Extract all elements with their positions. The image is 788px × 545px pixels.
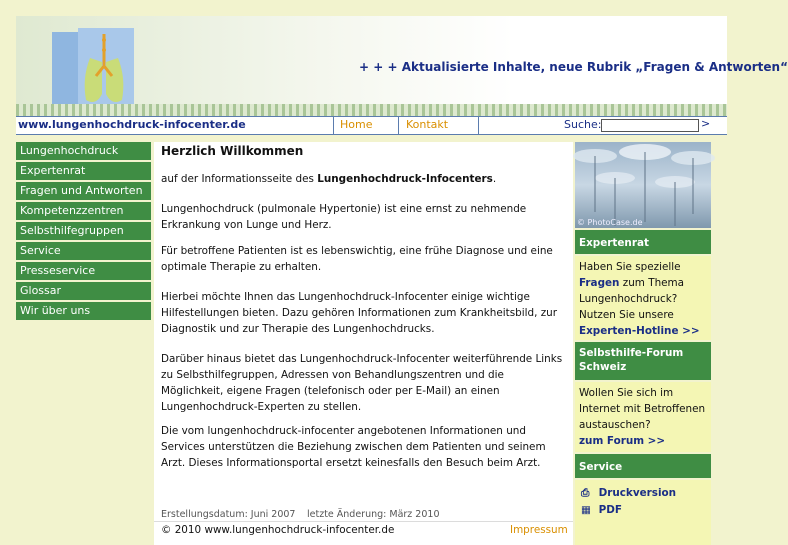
expertenrat-text1: Haben Sie spezielle: [579, 261, 681, 273]
search-submit-arrow[interactable]: >: [701, 117, 711, 130]
lungs-logo: [52, 28, 134, 114]
pdf-label: PDF: [598, 504, 622, 516]
top-navbar: [16, 116, 727, 135]
print-version-link[interactable]: [581, 485, 676, 501]
paragraph-3: Hierbei möchte Ihnen das Lungenhochdruck-Infocenter einige wichtige Hilfestellungen bieten. Dazu gehören Informationen zum Krankheitsbild, zur Diagnostik und zur Therapie des Lungenhochdrucks.: [161, 291, 558, 335]
nav-divider: [478, 117, 479, 134]
sidebar-item-service[interactable]: Service: [16, 242, 151, 260]
header-banner: [16, 16, 788, 116]
modified-date: letzte Änderung: März 2010: [307, 509, 440, 520]
announcement-text: + + + Aktualisierte Inhalte, neue Rubrik „Fragen & Antworten“: [359, 60, 788, 74]
fragen-link[interactable]: Fragen: [579, 277, 620, 289]
intro-bold: Lungenhochdruck-Infocenters: [317, 173, 493, 185]
header-stripe: [16, 104, 727, 116]
sidebar-item-presseservice[interactable]: Presseservice: [16, 262, 151, 280]
nav-divider: [333, 117, 334, 134]
paragraph-2: Für betroffene Patienten ist es lebenswichtig, eine frühe Diagnose und eine optimale Therapie zu erhalten.: [161, 245, 553, 273]
forum-heading[interactable]: [575, 342, 711, 380]
pdf-icon: ▦: [581, 504, 591, 516]
sidebar-item-wir-ueber-uns[interactable]: Wir über uns: [16, 302, 151, 320]
sidebar-item-glossar[interactable]: Glossar: [16, 282, 151, 300]
print-version-label: Druckversion: [598, 487, 677, 499]
umbrella-photo: [575, 142, 711, 228]
forum-heading-label: Selbsthilfe-Forum Schweiz: [579, 347, 684, 373]
created-date: Erstellungsdatum: Juni 2007: [161, 509, 296, 520]
footer-divider: [154, 521, 573, 522]
copyright-text: © 2010 www.lungenhochdruck-infocenter.de: [161, 524, 395, 536]
paragraph-5: Die vom lungenhochdruck-infocenter angebotenen Informationen und Services unterstützen die Beziehung zwischen dem Patienten und seinem Arzt. Dieses Informationsportal ersetzt keinesfalls den Besuch beim Arzt.: [161, 425, 546, 469]
main-content: [154, 142, 573, 545]
impressum-link[interactable]: Impressum: [510, 524, 568, 536]
expertenrat-text: [579, 259, 709, 339]
sidebar-item-expertenrat[interactable]: Expertenrat: [16, 162, 151, 180]
expertenrat-heading[interactable]: [575, 230, 711, 254]
search-input[interactable]: [601, 119, 699, 132]
sidebar-item-lungenhochdruck[interactable]: Lungenhochdruck: [16, 142, 151, 160]
expertenrat-text2: zum Thema Lungenhochdruck? Nutzen Sie unsere: [579, 277, 685, 321]
intro-paragraph: [161, 171, 569, 187]
sidebar-item-selbsthilfegruppen[interactable]: Selbsthilfegruppen: [16, 222, 151, 240]
expertenrat-box: [575, 256, 711, 340]
forum-box: [575, 382, 711, 452]
sidebar-nav: [16, 142, 151, 322]
page-title: Herzlich Willkommen: [161, 144, 304, 158]
search-label: Suche:: [564, 118, 602, 131]
pdf-link[interactable]: [581, 502, 622, 518]
service-heading: [575, 454, 711, 478]
nav-divider: [398, 117, 399, 134]
paragraph-1: Lungenhochdruck (pulmonale Hypertonie) ist eine ernst zu nehmende Erkrankung von Lunge und Herz.: [161, 203, 527, 231]
experten-hotline-link[interactable]: Experten-Hotline >>: [579, 325, 700, 337]
sidebar-item-fragen-antworten[interactable]: Fragen und Antworten: [16, 182, 151, 200]
printer-icon: ⎙: [581, 487, 590, 499]
nav-kontakt-link[interactable]: Kontakt: [406, 118, 449, 131]
nav-home-link[interactable]: Home: [340, 118, 373, 131]
expertenrat-heading-label: Expertenrat: [579, 237, 649, 249]
photo-credit: © PhotoCase.de: [577, 218, 643, 227]
forum-text: Wollen Sie sich im Internet mit Betroffenen austauschen?: [579, 387, 706, 431]
forum-text-block: [579, 385, 709, 449]
paragraph-4: Darüber hinaus bietet das Lungenhochdruck-Infocenter weiterführende Links zu Selbsthilfegruppen, Adressen von Behandlungszentren und die Möglichkeit, eigene Fragen (telefonisch oder per E-Mail) an einen Lungenhochdruck-Experten zu stellen.: [161, 353, 563, 413]
umbrella-image: [575, 142, 711, 228]
right-column: [575, 142, 711, 545]
sidebar-item-kompetenzzentren[interactable]: Kompetenzzentren: [16, 202, 151, 220]
service-box: [575, 480, 711, 545]
intro-suffix: .: [492, 173, 497, 185]
intro-prefix: auf der Informationsseite des: [161, 173, 318, 185]
service-heading-label: Service: [579, 461, 623, 473]
site-url: www.lungenhochdruck-infocenter.de: [18, 118, 246, 131]
forum-link[interactable]: zum Forum >>: [579, 435, 666, 447]
